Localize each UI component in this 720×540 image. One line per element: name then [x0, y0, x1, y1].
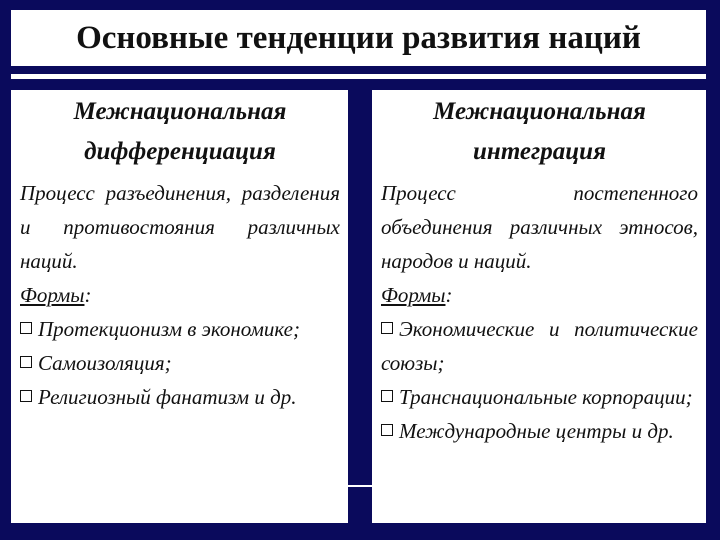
- integration-forms-line: [381, 278, 698, 312]
- list-item: [20, 346, 340, 380]
- integration-heading: Межнациональная интеграция: [433, 98, 646, 165]
- page-title: Основные тенденции развития наций: [76, 19, 641, 56]
- forms-colon: :: [84, 283, 92, 307]
- list-item-text: Самоизоляция;: [38, 351, 172, 375]
- list-item: [381, 312, 698, 380]
- differentiation-forms-line: [20, 278, 340, 312]
- differentiation-description: Процесс разъединения, разделения и противостояния различных наций.: [20, 181, 340, 273]
- differentiation-heading: Межнациональная дифференциация: [73, 98, 287, 165]
- list-item-text: Экономические и политические союзы;: [381, 317, 698, 375]
- square-bullet-icon: [20, 390, 32, 402]
- integration-panel: [372, 90, 706, 523]
- list-item: [20, 312, 340, 346]
- list-item-text: Протекционизм в экономике;: [38, 317, 300, 341]
- forms-label: Формы: [381, 283, 446, 307]
- divider-line: [11, 74, 706, 79]
- forms-label: Формы: [20, 283, 85, 307]
- list-item-text: Религиозный фанатизм и др.: [38, 385, 297, 409]
- integration-description: Процесс постепенного объединения различных этносов, народов и наций.: [381, 181, 698, 273]
- list-item: [20, 380, 340, 414]
- square-bullet-icon: [381, 322, 393, 334]
- square-bullet-icon: [381, 424, 393, 436]
- list-item-text: Международные центры и др.: [399, 419, 674, 443]
- differentiation-panel: [11, 90, 348, 523]
- title-box: [11, 10, 706, 66]
- square-bullet-icon: [20, 356, 32, 368]
- forms-colon: :: [445, 283, 453, 307]
- square-bullet-icon: [20, 322, 32, 334]
- list-item: [381, 380, 698, 414]
- square-bullet-icon: [381, 390, 393, 402]
- list-item-text: Транснациональные корпорации;: [399, 385, 693, 409]
- list-item: [381, 414, 698, 448]
- panel-connector: [348, 485, 372, 487]
